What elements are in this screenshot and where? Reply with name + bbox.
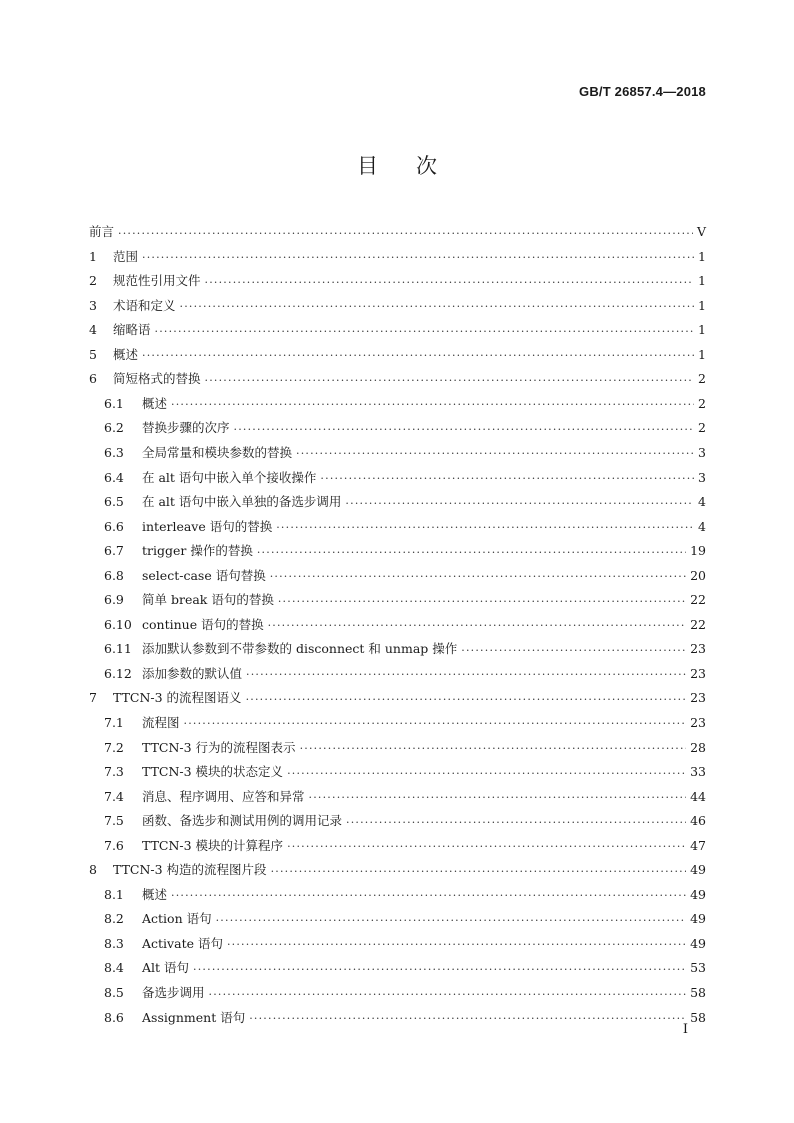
toc-entry[interactable] xyxy=(89,926,706,951)
toc-entry-number: 6.7 xyxy=(104,543,124,559)
toc-entry-title: TTCN-3 行为的流程图表示 xyxy=(142,739,296,755)
toc-leader-dots xyxy=(287,768,686,779)
toc-entry-page: 47 xyxy=(690,837,706,853)
toc-entry-title: 前言 xyxy=(89,224,115,240)
toc-entry-page: 28 xyxy=(690,739,706,755)
toc-entry[interactable] xyxy=(89,779,706,804)
toc-entry-title: 流程图 xyxy=(142,714,180,730)
toc-entry-number: 7.4 xyxy=(104,788,124,804)
toc-entry-page: 58 xyxy=(690,1009,706,1025)
toc-entry-page: 44 xyxy=(690,788,706,804)
toc-entry-number: 7.5 xyxy=(104,813,124,829)
toc-entry-page: 1 xyxy=(698,322,706,338)
toc-leader-dots xyxy=(270,571,686,582)
toc-leader-dots xyxy=(300,743,687,754)
toc-entry-number: 6.4 xyxy=(104,469,124,485)
toc-entry-title: TTCN-3 模块的状态定义 xyxy=(142,764,284,780)
toc-leader-dots xyxy=(216,915,686,926)
toc-entry-page: 2 xyxy=(698,395,706,411)
toc-entry-number: 2 xyxy=(89,273,97,289)
toc-entry-title: 术语和定义 xyxy=(113,297,176,313)
toc-leader-dots xyxy=(234,424,695,435)
toc-leader-dots xyxy=(246,669,686,680)
document-code: GB/T 26857.4—2018 xyxy=(579,84,706,99)
toc-leader-dots xyxy=(309,792,687,803)
toc-entry-title: continue 语句的替换 xyxy=(142,616,264,632)
toc-entry-page: 1 xyxy=(698,297,706,313)
toc-leader-dots xyxy=(142,252,694,263)
toc-entry-page: 20 xyxy=(690,567,706,583)
toc-entry-number: 8 xyxy=(89,862,97,878)
toc-entry[interactable] xyxy=(89,901,706,926)
toc-entry-title: interleave 语句的替换 xyxy=(142,518,273,534)
toc-entry-number: 6.2 xyxy=(104,420,124,436)
toc-entry-number: 8.4 xyxy=(104,960,124,976)
toc-entry[interactable] xyxy=(89,386,706,411)
toc-leader-dots xyxy=(257,547,686,558)
toc-entry[interactable] xyxy=(89,288,706,313)
toc-entry-number: 1 xyxy=(89,248,97,264)
toc-entry[interactable] xyxy=(89,410,706,435)
toc-entry-page: 33 xyxy=(690,764,706,780)
toc-entry-page: 1 xyxy=(698,346,706,362)
toc-entry-page: 23 xyxy=(690,714,706,730)
toc-entry-number: 8.1 xyxy=(104,886,124,902)
toc-entry-page: 23 xyxy=(690,690,706,706)
toc-leader-dots xyxy=(268,620,687,631)
toc-entry-title: 概述 xyxy=(142,886,168,902)
toc-leader-dots xyxy=(346,817,686,828)
toc-entry-number: 6.10 xyxy=(104,616,132,632)
toc-entry-page: V xyxy=(696,224,706,240)
toc-entry-page: 3 xyxy=(698,444,706,460)
toc-entry-number: 6.1 xyxy=(104,395,124,411)
toc-entry[interactable] xyxy=(89,607,706,632)
toc-leader-dots xyxy=(287,841,686,852)
toc-entry-page: 3 xyxy=(698,469,706,485)
toc-entry-title: 在 alt 语句中嵌入单独的备选步调用 xyxy=(142,494,342,510)
toc-leader-dots xyxy=(171,890,686,901)
toc-entry-number: 6.3 xyxy=(104,444,124,460)
toc-entry[interactable] xyxy=(89,680,706,705)
page-title: 目次 xyxy=(357,154,475,178)
toc-leader-dots xyxy=(320,473,694,484)
toc-entry-page: 19 xyxy=(690,543,706,559)
toc-entry-page: 4 xyxy=(698,518,706,534)
toc-leader-dots xyxy=(193,964,686,975)
toc-entry-title: 范围 xyxy=(113,248,139,264)
toc-entry-title: 全局常量和模块参数的替换 xyxy=(142,444,293,460)
toc-entry-title: 概述 xyxy=(113,346,139,362)
toc-entry-number: 6 xyxy=(89,371,97,387)
toc-entry[interactable] xyxy=(89,975,706,1000)
toc-entry[interactable] xyxy=(89,361,706,386)
toc-entry-number: 7 xyxy=(89,690,97,706)
toc-entry-number: 8.3 xyxy=(104,935,124,951)
toc-entry-number: 3 xyxy=(89,297,97,313)
toc-entry-page: 22 xyxy=(690,592,706,608)
toc-leader-dots xyxy=(271,866,687,877)
toc-entry-number: 6.11 xyxy=(104,641,132,657)
toc-leader-dots xyxy=(205,277,695,288)
toc-entry-title: 函数、备选步和测试用例的调用记录 xyxy=(142,813,343,829)
toc-entry-page: 2 xyxy=(698,420,706,436)
toc-entry-title: Alt 语句 xyxy=(142,960,190,976)
toc-entry[interactable] xyxy=(89,631,706,656)
toc-entry-title: select-case 语句替换 xyxy=(142,567,266,583)
toc-entry-title: 规范性引用文件 xyxy=(113,273,201,289)
toc-entry-title: Activate 语句 xyxy=(142,935,223,951)
toc-entry-page: 46 xyxy=(690,813,706,829)
toc-entry[interactable] xyxy=(89,509,706,534)
toc-entry[interactable] xyxy=(89,828,706,853)
toc-entry-title: Action 语句 xyxy=(142,911,212,927)
toc-leader-dots xyxy=(296,448,694,459)
toc-entry-number: 6.8 xyxy=(104,567,124,583)
toc-entry[interactable] xyxy=(89,1000,706,1025)
toc-entry-number: 6.6 xyxy=(104,518,124,534)
toc-entry[interactable] xyxy=(89,582,706,607)
toc-leader-dots xyxy=(180,301,695,312)
page-number: I xyxy=(682,1022,688,1037)
toc-leader-dots xyxy=(249,1013,686,1024)
toc-entry-title: 简短格式的替换 xyxy=(113,371,201,387)
toc-entry[interactable] xyxy=(89,705,706,730)
toc-entry-number: 8.5 xyxy=(104,985,124,1000)
toc-entry-page: 22 xyxy=(690,616,706,632)
toc-leader-dots xyxy=(276,522,694,533)
toc-entry[interactable] xyxy=(89,729,706,754)
toc-entry-number: 6.5 xyxy=(104,494,124,510)
toc-entry-title: 缩略语 xyxy=(113,322,151,338)
toc-entry-number: 6.12 xyxy=(104,665,132,681)
toc-entry[interactable] xyxy=(89,950,706,975)
toc-entry-title: 概述 xyxy=(142,395,168,411)
toc-entry[interactable] xyxy=(89,656,706,681)
toc-leader-dots xyxy=(227,939,686,950)
toc-entry-title: 备选步调用 xyxy=(142,985,205,1000)
toc-leader-dots xyxy=(171,399,694,410)
toc-entry-title: 添加参数的默认值 xyxy=(142,665,243,681)
toc-entry-number: 8.2 xyxy=(104,911,124,927)
toc-leader-dots xyxy=(142,350,694,361)
toc-leader-dots xyxy=(205,375,695,386)
toc-entry-title: 添加默认参数到不带参数的 disconnect 和 unmap 操作 xyxy=(142,641,458,657)
toc-entry-title: Assignment 语句 xyxy=(142,1009,246,1025)
toc-entry-page: 49 xyxy=(690,911,706,927)
toc-entry[interactable] xyxy=(89,877,706,902)
toc-entry-page: 53 xyxy=(690,960,706,976)
toc-entry-page: 4 xyxy=(698,494,706,510)
toc-leader-dots xyxy=(345,498,694,509)
toc-entry[interactable] xyxy=(89,214,706,239)
toc-entry-title: TTCN-3 的流程图语义 xyxy=(113,690,242,706)
toc-leader-dots xyxy=(184,718,687,729)
toc-leader-dots xyxy=(155,326,695,337)
toc-entry-title: 简单 break 语句的替换 xyxy=(142,592,274,608)
toc-entry-number: 4 xyxy=(89,322,97,338)
toc-entry-number: 7.1 xyxy=(104,714,124,730)
toc-entry[interactable] xyxy=(89,459,706,484)
toc-entry-page: 49 xyxy=(690,862,706,878)
toc-entry-number: 7.3 xyxy=(104,764,124,780)
toc-entry-page: 58 xyxy=(690,985,706,1000)
toc-entry-page: 1 xyxy=(698,248,706,264)
toc-entry-number: 7.6 xyxy=(104,837,124,853)
toc-entry-page: 2 xyxy=(698,371,706,387)
toc-entry-number: 7.2 xyxy=(104,739,124,755)
toc-entry[interactable] xyxy=(89,484,706,509)
toc-entry-title: 在 alt 语句中嵌入单个接收操作 xyxy=(142,469,317,485)
toc-entry-page: 49 xyxy=(690,935,706,951)
toc-entry-page: 23 xyxy=(690,665,706,681)
toc-leader-dots xyxy=(278,596,686,607)
toc-leader-dots xyxy=(209,989,687,1000)
toc-entry[interactable] xyxy=(89,435,706,460)
table-of-contents xyxy=(89,214,706,1024)
toc-entry[interactable] xyxy=(89,754,706,779)
toc-entry[interactable] xyxy=(89,263,706,288)
toc-entry-number: 8.6 xyxy=(104,1009,124,1025)
toc-entry[interactable] xyxy=(89,558,706,583)
toc-leader-dots xyxy=(118,228,693,239)
toc-entry-title: 消息、程序调用、应答和异常 xyxy=(142,788,305,804)
toc-entry-page: 1 xyxy=(698,273,706,289)
toc-entry-title: 替换步骤的次序 xyxy=(142,420,230,436)
toc-entry-number: 5 xyxy=(89,346,97,362)
toc-entry[interactable] xyxy=(89,312,706,337)
toc-entry[interactable] xyxy=(89,852,706,877)
toc-entry[interactable] xyxy=(89,803,706,828)
toc-leader-dots xyxy=(461,645,686,656)
toc-leader-dots xyxy=(246,694,687,705)
toc-entry[interactable] xyxy=(89,239,706,264)
toc-entry-page: 23 xyxy=(690,641,706,657)
toc-entry-title: TTCN-3 构造的流程图片段 xyxy=(113,862,267,878)
toc-entry-page: 49 xyxy=(690,886,706,902)
toc-entry[interactable] xyxy=(89,337,706,362)
toc-entry-title: TTCN-3 模块的计算程序 xyxy=(142,837,284,853)
toc-entry[interactable] xyxy=(89,533,706,558)
toc-entry-title: trigger 操作的替换 xyxy=(142,543,253,559)
toc-entry-number: 6.9 xyxy=(104,592,124,608)
